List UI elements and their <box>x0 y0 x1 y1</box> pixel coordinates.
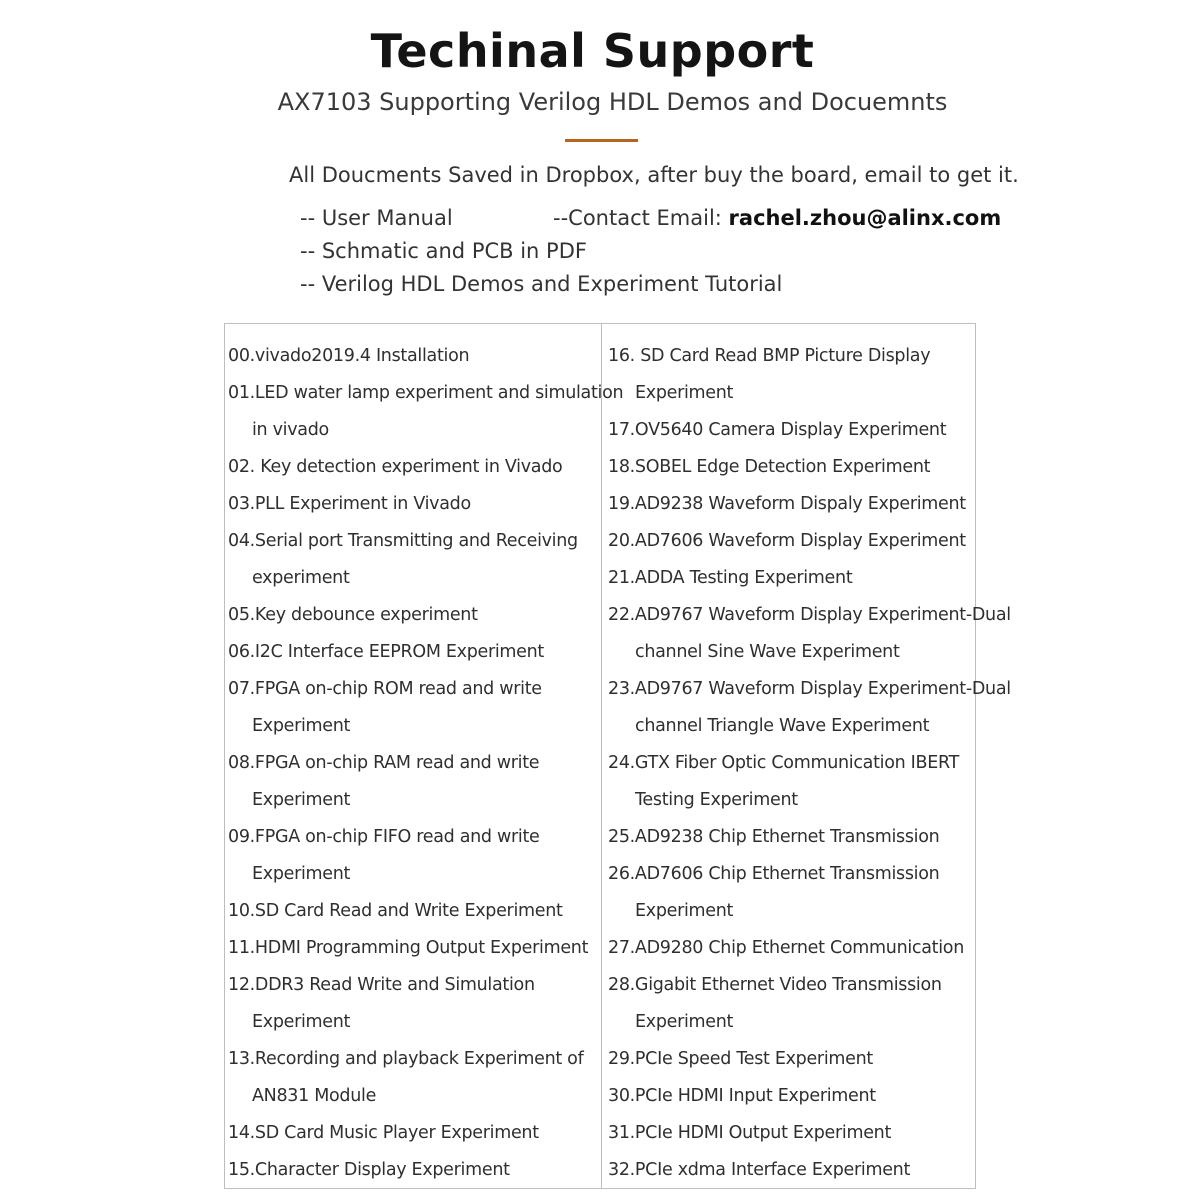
list-item <box>228 597 598 634</box>
experiment-title-continued: Experiment <box>252 1012 351 1032</box>
experiment-title: 27.AD9280 Chip Ethernet Communication <box>608 938 964 958</box>
experiment-table <box>224 323 1011 1189</box>
experiment-title: 03.PLL Experiment in Vivado <box>228 494 471 514</box>
experiment-title-continued: experiment <box>252 568 350 588</box>
page-title: Techinal Support <box>370 24 815 78</box>
list-item <box>228 375 624 449</box>
experiment-title: 22.AD9767 Waveform Display Experiment-Dual <box>608 605 1011 625</box>
list-item <box>608 745 973 819</box>
column-divider <box>601 324 602 1188</box>
experiment-title-continued: Experiment <box>635 383 734 403</box>
experiment-title: 20.AD7606 Waveform Display Experiment <box>608 531 966 551</box>
experiment-title: 10.SD Card Read and Write Experiment <box>228 901 563 921</box>
list-item <box>228 338 598 375</box>
experiment-column-left <box>228 338 624 1189</box>
experiment-title: 17.OV5640 Camera Display Experiment <box>608 420 947 440</box>
list-item <box>608 560 973 597</box>
list-item <box>608 597 1011 671</box>
experiment-title: 23.AD9767 Waveform Display Experiment-Dual <box>608 679 1011 699</box>
experiment-title-continued: Experiment <box>635 1012 734 1032</box>
experiment-title: 13.Recording and playback Experiment of <box>228 1049 584 1069</box>
experiment-title: 16. SD Card Read BMP Picture Display <box>608 346 931 366</box>
contact-line <box>553 206 1001 230</box>
experiment-title: 08.FPGA on-chip RAM read and write <box>228 753 540 773</box>
experiment-title: 01.LED water lamp experiment and simulation <box>228 383 624 403</box>
experiment-title: 18.SOBEL Edge Detection Experiment <box>608 457 931 477</box>
experiment-title: 09.FPGA on-chip FIFO read and write <box>228 827 540 847</box>
experiment-title-continued: in vivado <box>252 420 329 440</box>
list-item <box>228 1152 598 1189</box>
experiment-title: 05.Key debounce experiment <box>228 605 478 625</box>
list-item <box>608 338 973 412</box>
list-item <box>228 1041 598 1115</box>
experiment-title-continued: Testing Experiment <box>635 790 798 810</box>
experiment-column-right <box>608 338 1011 1189</box>
list-item <box>608 449 973 486</box>
page-subtitle: AX7103 Supporting Verilog HDL Demos and Docuemnts <box>277 88 948 116</box>
doc-item-schematic: -- Schmatic and PCB in PDF <box>300 239 587 263</box>
list-item <box>228 634 598 671</box>
dropbox-note: All Doucments Saved in Dropbox, after buy the board, email to get it. <box>289 163 1019 187</box>
experiment-title: 26.AD7606 Chip Ethernet Transmission <box>608 864 940 884</box>
experiment-title: 30.PCIe HDMI Input Experiment <box>608 1086 876 1106</box>
experiment-title-continued: Experiment <box>252 790 351 810</box>
experiment-title: 31.PCIe HDMI Output Experiment <box>608 1123 892 1143</box>
experiment-title-continued: AN831 Module <box>252 1086 377 1106</box>
experiment-title: 06.I2C Interface EEPROM Experiment <box>228 642 544 662</box>
list-item <box>228 745 598 819</box>
experiment-title-continued: channel Sine Wave Experiment <box>635 642 900 662</box>
accent-divider <box>565 139 638 142</box>
contact-label: --Contact Email: <box>553 206 729 230</box>
experiment-title: 15.Character Display Experiment <box>228 1160 510 1180</box>
experiment-title: 11.HDMI Programming Output Experiment <box>228 938 589 958</box>
list-item <box>608 671 1011 745</box>
list-item <box>608 412 973 449</box>
list-item <box>228 967 598 1041</box>
experiment-title-continued: channel Triangle Wave Experiment <box>635 716 930 736</box>
list-item <box>228 671 598 745</box>
experiment-title: 32.PCIe xdma Interface Experiment <box>608 1160 911 1180</box>
list-item <box>608 1041 973 1078</box>
list-item <box>228 449 598 486</box>
list-item <box>228 1115 598 1152</box>
experiment-title-continued: Experiment <box>252 864 351 884</box>
experiment-title: 07.FPGA on-chip ROM read and write <box>228 679 542 699</box>
experiment-title: 21.ADDA Testing Experiment <box>608 568 853 588</box>
list-item <box>228 819 598 893</box>
experiment-title-continued: Experiment <box>635 901 734 921</box>
doc-item-demos: -- Verilog HDL Demos and Experiment Tutorial <box>300 272 783 296</box>
experiment-title: 14.SD Card Music Player Experiment <box>228 1123 539 1143</box>
list-item <box>608 819 973 856</box>
experiment-title: 02. Key detection experiment in Vivado <box>228 457 563 477</box>
list-item <box>608 1078 973 1115</box>
experiment-title-continued: Experiment <box>252 716 351 736</box>
list-item <box>608 856 973 930</box>
list-item <box>228 523 598 597</box>
experiment-title: 24.GTX Fiber Optic Communication IBERT <box>608 753 959 773</box>
experiment-title: 12.DDR3 Read Write and Simulation <box>228 975 535 995</box>
list-item <box>608 967 973 1041</box>
list-item <box>608 930 973 967</box>
experiment-title: 19.AD9238 Waveform Dispaly Experiment <box>608 494 966 514</box>
experiment-title: 25.AD9238 Chip Ethernet Transmission <box>608 827 940 847</box>
list-item <box>228 930 598 967</box>
list-item <box>608 1152 973 1189</box>
list-item <box>608 486 973 523</box>
contact-email[interactable]: rachel.zhou@alinx.com <box>728 206 1002 230</box>
list-item <box>228 893 598 930</box>
experiment-title: 04.Serial port Transmitting and Receiving <box>228 531 578 551</box>
experiment-title: 28.Gigabit Ethernet Video Transmission <box>608 975 942 995</box>
experiment-title: 00.vivado2019.4 Installation <box>228 346 470 366</box>
list-item <box>608 523 973 560</box>
list-item <box>228 486 598 523</box>
doc-item-user-manual: -- User Manual <box>300 206 453 230</box>
list-item <box>608 1115 973 1152</box>
experiment-title: 29.PCIe Speed Test Experiment <box>608 1049 873 1069</box>
